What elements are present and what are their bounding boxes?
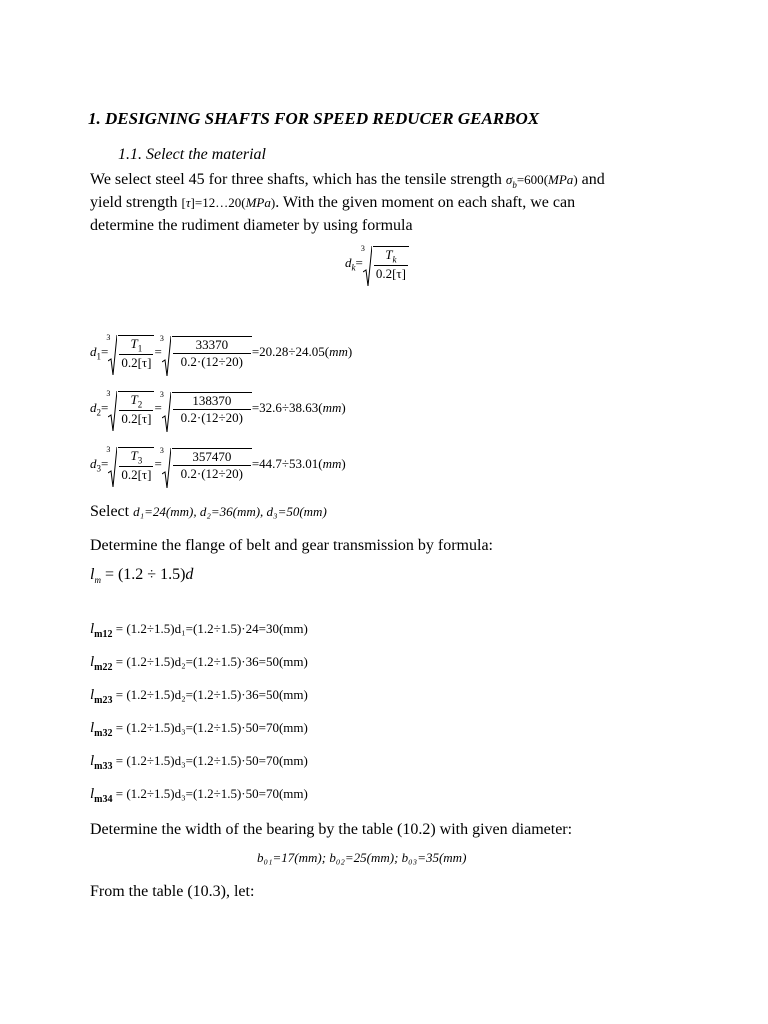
tau-value: =12…20 — [194, 195, 242, 210]
tau-symbol: τ — [185, 195, 191, 210]
cube-root — [360, 244, 409, 282]
bearing-text: Determine the width of the bearing by the table (10.2) with given diameter: — [90, 821, 573, 838]
symbolic-fraction: $\frac{T_1}{0.2[\tau]}$ — [121, 336, 152, 370]
flange-row: $l_{m12} = (1.2\div 1.5)d_1=(1.2\div 1.5)\cdot 24=30(mm)$ — [90, 621, 308, 640]
select-label: Select — [90, 503, 134, 520]
intro-text: We select steel 45 for three shafts, which has the tensile strength — [90, 171, 506, 188]
sigma-symbol: σ — [505, 172, 513, 187]
cube-root: 3 $\frac{T_1}{0.2[\tau]}$ — [108, 335, 154, 371]
cube-root: 3 $\frac{T_2}{0.2[\tau]}$ — [108, 391, 154, 427]
numeric-fraction: $\frac{33370}{0.2\cdot(12\div 20)}$ — [173, 337, 251, 370]
diameter-result: =32.6÷38.63 — [251, 399, 319, 415]
sigma-unit: MPa — [548, 172, 574, 187]
flange-row: $l_{m32} = (1.2\div 1.5)d_3=(1.2\div 1.5)\cdot 50=70(mm)$ — [90, 720, 308, 739]
cube-root: 3 $\frac{357470}{0.2\cdot(12\div 20)}$ — [162, 448, 252, 482]
intro-text: yield strength — [90, 194, 182, 211]
diameter-unit: mm — [329, 343, 348, 359]
radical-sign-icon — [162, 392, 171, 432]
flange-row: $l_{m23} = (1.2\div 1.5)d_2=(1.2\div 1.5)\cdot 36=50(mm)$ — [90, 687, 308, 706]
flange-sub: m — [94, 575, 101, 586]
cube-root: 3 $\frac{T_3}{0.2[\tau]}$ — [108, 447, 154, 483]
flange-rhs: = (1.2 ÷ 1.5) — [100, 566, 186, 583]
radical-sign-icon — [108, 335, 117, 375]
select-line — [90, 500, 327, 523]
flange-formula — [90, 566, 193, 585]
intro-text-end: and — [577, 171, 605, 188]
diameter-unit: mm — [322, 455, 342, 471]
tau-unit: MPa — [245, 195, 271, 210]
formula-lhs-sub: k — [351, 262, 356, 273]
cube-root: 3 $\frac{138370}{0.2\cdot(12\div 20)}$ — [162, 392, 252, 426]
formula-fraction: $\frac{T_k}{0.2[\tau]}$ — [375, 247, 406, 281]
section-heading: 1. DESIGNING SHAFTS FOR SPEED REDUCER GEARBOX — [88, 109, 540, 128]
flange-row: $l_{m33} = (1.2\div 1.5)d_3=(1.2\div 1.5)\cdot 50=70(mm)$ — [90, 753, 308, 772]
flange-row-rhs: = (1.2÷1.5)d₃=(1.2÷1.5)·50=70(mm) — [112, 753, 308, 768]
formula-lhs: d — [345, 254, 352, 270]
main-formula — [345, 246, 409, 282]
symbolic-fraction: $\frac{T_2}{0.2[\tau]}$ — [121, 392, 152, 426]
flange-d: d — [185, 566, 194, 583]
flange-row-rhs: = (1.2÷1.5)d₁=(1.2÷1.5)·24=30(mm) — [112, 621, 308, 636]
bearing-formula: b₀₁=17(mm); b₀₂=25(mm); b₀₃=35(mm) — [257, 850, 467, 865]
diameter-row: $d_1=$ 3 $\frac{T_1}{0.2[\tau]}$ = 3 $\frac{33370}{0.2\cdot(12\div 20)}$ =20.28÷24.05(mm) — [90, 335, 352, 371]
flange-l: l — [90, 566, 95, 583]
root-index: 3 — [360, 244, 365, 253]
intro-line-2: yield strength [τ]=12…20(MPa). With the given moment on each shaft, we can — [90, 194, 576, 211]
formula-eq: = — [355, 254, 363, 270]
sigma-subscript: b — [512, 180, 517, 191]
flange-row: $l_{m34} = (1.2\div 1.5)d_3=(1.2\div 1.5)\cdot 50=70(mm)$ — [90, 786, 308, 805]
numeric-fraction: $\frac{138370}{0.2\cdot(12\div 20)}$ — [173, 393, 251, 426]
flange-row-rhs: = (1.2÷1.5)d₂=(1.2÷1.5)·36=50(mm) — [112, 654, 308, 669]
radical-sign-icon — [360, 244, 372, 286]
intro-line-3: determine the rudiment diameter by using formula — [90, 217, 413, 234]
flange-row-rhs: = (1.2÷1.5)d₃=(1.2÷1.5)·50=70(mm) — [112, 786, 308, 801]
cube-root: 3 $\frac{33370}{0.2\cdot(12\div 20)}$ — [162, 336, 252, 370]
table-text: From the table (10.3), let: — [90, 883, 255, 900]
subsection-heading: 1.1. Select the material — [118, 146, 266, 163]
diameter-row: $d_2=$ 3 $\frac{T_2}{0.2[\tau]}$ = 3 $\frac{138370}{0.2\cdot(12\div 20)}$ =32.6÷38.63(mm) — [90, 391, 346, 427]
radical-sign-icon — [162, 448, 171, 488]
diameter-result: =20.28÷24.05 — [251, 343, 325, 359]
intro-text-end: . With the given moment on each shaft, we can — [275, 194, 576, 211]
sigma-value: =600 — [516, 172, 544, 187]
select-values: d₁=24(mm), d₂=36(mm), d₃=50(mm) — [133, 504, 327, 519]
numeric-fraction: $\frac{357470}{0.2\cdot(12\div 20)}$ — [173, 449, 251, 482]
flange-row: $l_{m22} = (1.2\div 1.5)d_2=(1.2\div 1.5)\cdot 36=50(mm)$ — [90, 654, 308, 673]
flange-text: Determine the flange of belt and gear transmission by formula: — [90, 537, 493, 554]
flange-row-rhs: = (1.2÷1.5)d₃=(1.2÷1.5)·50=70(mm) — [112, 720, 308, 735]
radical-sign-icon — [108, 447, 117, 487]
symbolic-fraction: $\frac{T_3}{0.2[\tau]}$ — [121, 448, 152, 482]
radical-sign-icon — [108, 391, 117, 431]
intro-line-1: We select steel 45 for three shafts, which has the tensile strength $\sigma_b=600(MPa)$ and — [90, 171, 605, 191]
diameter-unit: mm — [322, 399, 342, 415]
diameter-result: =44.7÷53.01 — [251, 455, 319, 471]
flange-row-rhs: = (1.2÷1.5)d₂=(1.2÷1.5)·36=50(mm) — [112, 687, 308, 702]
diameter-row: $d_3=$ 3 $\frac{T_3}{0.2[\tau]}$ = 3 $\frac{357470}{0.2\cdot(12\div 20)}$ =44.7÷53.01(mm) — [90, 447, 346, 483]
radical-sign-icon — [162, 336, 171, 376]
